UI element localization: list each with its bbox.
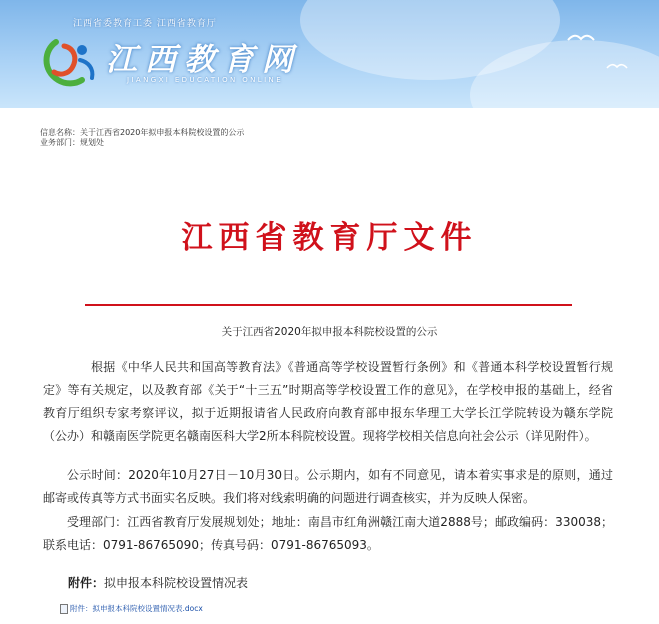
info-name: 信息名称：关于江西省2020年拟申报本科院校设置的公示 bbox=[40, 128, 245, 137]
document-file-icon bbox=[60, 604, 68, 614]
bird-icon bbox=[566, 30, 596, 46]
attachment-file-name[interactable]: 附件：拟申报本科院校设置情况表.docx bbox=[70, 604, 203, 613]
paragraph-period: 公示时间：2020年10月27日－10月30日。公示期内，如有不同意见，请本着实事求是的原则，通过邮寄或传真等方式书面实名反映。我们将对线索明确的问题进行调查核实，并为反映人保密。 bbox=[43, 468, 613, 505]
paragraph-contact: 受理部门：江西省教育厅发展规划处；地址：南昌市红角洲赣江南大道2888号；邮政编码：330038；联系电话：0791-86765090；传真号码：0791-86765093。 bbox=[43, 515, 613, 552]
site-subtitle: JIANGXI EDUCATION ONLINE bbox=[127, 76, 284, 84]
red-divider bbox=[85, 304, 572, 306]
top-links[interactable]: 江西省委教育工委 江西省教育厅 bbox=[73, 19, 217, 29]
site-title[interactable]: 江西教育网 bbox=[106, 42, 301, 78]
site-banner bbox=[0, 0, 659, 108]
attachment-text: 拟申报本科院校设置情况表 bbox=[104, 576, 249, 590]
document-header: 江西省教育厅文件 bbox=[181, 220, 478, 256]
bird-icon bbox=[606, 60, 628, 72]
info-department: 业务部门：规划处 bbox=[40, 138, 104, 147]
attachment-label: 附件： bbox=[68, 576, 105, 590]
document-title: 关于江西省2020年拟申报本科院校设置的公示 bbox=[221, 326, 438, 338]
info-meta bbox=[40, 128, 244, 148]
attachment-file-link[interactable] bbox=[60, 603, 203, 614]
attachment-line bbox=[68, 574, 248, 591]
paragraph-basis: 根据《中华人民共和国高等教育法》《普通高等学校设置暂行条例》和《普通本科学校设置暂行规定》等有关规定，以及教育部《关于“十三五”时期高等学校设置工作的意见》，在学校申报的基础上，经省教育厅组织专家考察评议，拟于近期报请省人民政府向教育部申报东华理工大学长江学院转设为赣东学院（公办）和赣南医学院更名赣南医科大学2所本科院校设置。现将学校相关信息向社会公示（详见附件）。 bbox=[43, 360, 613, 443]
jiangxi-education-logo-icon[interactable] bbox=[34, 36, 104, 88]
